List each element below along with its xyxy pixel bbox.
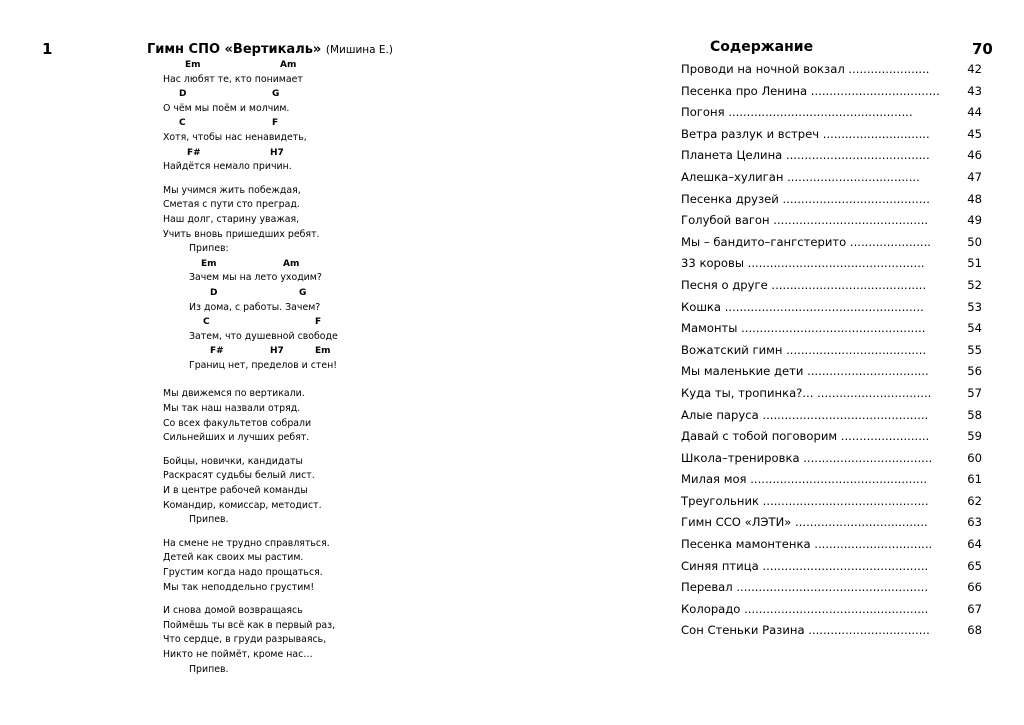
toc-entry[interactable] <box>681 253 986 275</box>
lyric-line: О чём мы поём и молчим. <box>163 102 290 114</box>
toc-entry-page: 52 <box>967 277 982 292</box>
toc-entry[interactable] <box>681 405 986 427</box>
chord: Em <box>201 258 217 269</box>
chord-line <box>163 116 463 131</box>
toc-entry-title: Мы – бандито–гангстерито ...................... <box>681 234 931 249</box>
toc-entry-page: 54 <box>967 321 982 336</box>
chord: Am <box>280 60 297 70</box>
lyric-line: Сметая с пути сто преград. <box>163 199 300 211</box>
toc-entry[interactable] <box>681 232 986 254</box>
toc-entry[interactable] <box>681 210 986 232</box>
chord: G <box>272 89 280 100</box>
chord: H7 <box>270 346 284 357</box>
toc-entry[interactable] <box>681 297 986 319</box>
lyric-line: Мы так наш назвали отряд. <box>163 403 301 415</box>
lyric-line: Из дома, с работы. Зачем? <box>189 301 321 313</box>
toc-entry[interactable] <box>681 167 986 189</box>
toc-entry-page: 42 <box>967 62 982 76</box>
lyric-line: Мы учимся жить побеждая, <box>163 184 301 196</box>
lyric-line: Мы так неподдельно грустим! <box>163 581 315 593</box>
lyric-line: Мы движемся по вертикали. <box>163 388 305 400</box>
refrain-label: Припев. <box>189 514 229 526</box>
chord: C <box>179 118 186 129</box>
lyric-line: Со всех факультетов собрали <box>163 417 312 429</box>
lyric-line: И снова домой возвращаясь <box>163 605 303 617</box>
toc-entry[interactable] <box>681 81 986 103</box>
toc-entry-page: 63 <box>967 515 982 530</box>
toc-entry-title: Проводи на ночной вокзал ...................... <box>681 62 930 76</box>
toc-entry-title: Ветра разлук и встреч ............................. <box>681 126 930 141</box>
song-lyrics <box>163 58 463 677</box>
toc-entry[interactable] <box>681 491 986 513</box>
toc-entry-page: 45 <box>967 126 982 141</box>
toc-entry-title: Алешка–хулиган .................................... <box>681 169 920 184</box>
toc-entry-title: Сон Стеньки Разина ................................. <box>681 623 930 638</box>
toc-entry[interactable] <box>681 102 986 124</box>
toc-entry-title: Треугольник ............................................. <box>681 493 929 508</box>
toc-entry-page: 43 <box>967 83 982 98</box>
toc-entry-title: Планета Целина ....................................... <box>681 148 930 163</box>
toc-entry-title: Гимн ССО «ЛЭТИ» .................................... <box>681 515 928 530</box>
toc-entry-title: Мамонты .................................................. <box>681 321 926 336</box>
toc-entry[interactable] <box>681 275 986 297</box>
toc-entry-page: 60 <box>967 450 982 465</box>
lyric-line: Найдётся немало причин. <box>163 161 292 173</box>
toc-title: Содержание <box>710 39 814 55</box>
chord: C <box>203 317 210 328</box>
toc-entry-page: 56 <box>967 364 982 379</box>
chord: H7 <box>270 147 284 158</box>
toc-entry[interactable] <box>681 512 986 534</box>
toc-entry-page: 67 <box>967 601 982 616</box>
page-number-left: 1 <box>42 40 53 58</box>
toc-entry[interactable] <box>681 340 986 362</box>
chord: F# <box>210 346 224 357</box>
toc-entry-page: 46 <box>967 148 982 163</box>
toc-entry-title: Голубой вагон .......................................... <box>681 213 929 228</box>
chord-line <box>163 315 463 330</box>
toc-entry-title: Колорадо .................................................. <box>681 601 929 616</box>
toc-entry[interactable] <box>681 124 986 146</box>
song-author: (Мишина Е.) <box>325 44 393 56</box>
toc-entry[interactable] <box>681 361 986 383</box>
toc-entry-title: Милая моя ................................................ <box>681 472 928 487</box>
chord: Am <box>283 258 300 269</box>
lyric-line: Хотя, чтобы нас ненавидеть, <box>163 131 307 143</box>
toc-entry-page: 49 <box>967 213 982 228</box>
toc-entry-title: Перевал .................................................... <box>681 580 929 595</box>
chord: F# <box>187 147 201 158</box>
toc-entry[interactable] <box>681 620 986 642</box>
toc-entry-title: Песенка мамонтенка ................................ <box>681 537 933 552</box>
toc-entry-page: 55 <box>967 342 982 357</box>
refrain-label: Припев. <box>189 663 229 675</box>
toc-entry[interactable] <box>681 426 986 448</box>
toc-entry-page: 66 <box>967 580 982 595</box>
toc-entry-title: Песенка про Ленина ................................... <box>681 83 940 98</box>
toc-entry[interactable] <box>681 534 986 556</box>
toc-entry-title: Погоня .................................................. <box>681 105 913 120</box>
chord-line <box>163 58 463 73</box>
lyric-line: Что сердце, в груди разрываясь, <box>163 634 327 646</box>
toc-entry-page: 53 <box>967 299 982 314</box>
toc-entry-title: Кошка ...................................................... <box>681 299 924 314</box>
lyric-line: Учить вновь пришедших ребят. <box>163 228 320 240</box>
lyric-line: Наш долг, старину уважая, <box>163 213 300 225</box>
toc-entry-title: Школа–тренировка ................................... <box>681 450 933 465</box>
toc-entry-page: 62 <box>967 493 982 508</box>
toc-entry-title: Песня о друге .......................................... <box>681 277 927 292</box>
chord: Em <box>185 60 201 70</box>
toc-entry[interactable] <box>681 318 986 340</box>
lyric-line: Затем, что душевной свободе <box>189 330 338 342</box>
toc-entry-title: 33 коровы ................................................ <box>681 256 925 271</box>
chord-line <box>163 146 463 161</box>
toc-entry[interactable] <box>681 145 986 167</box>
lyric-line: На смене не трудно справляться. <box>163 537 330 549</box>
toc-entry-title: Синяя птица ............................................. <box>681 558 929 573</box>
song-title-text: Гимн СПО «Вертикаль» <box>147 42 322 57</box>
toc-entry[interactable] <box>681 469 986 491</box>
toc-entry-page: 68 <box>967 623 982 638</box>
toc-entry[interactable] <box>681 189 986 211</box>
toc-entry-title: Песенка друзей ........................................ <box>681 191 930 206</box>
toc-entry-title: Вожатский гимн ...................................... <box>681 342 927 357</box>
toc-entry-page: 47 <box>967 169 982 184</box>
toc-entry[interactable] <box>681 577 986 599</box>
chord-line <box>163 286 463 301</box>
toc-entry-title: Мы маленькие дети ................................. <box>681 364 929 379</box>
lyric-line: Сильнейших и лучших ребят. <box>163 432 310 444</box>
song-title <box>147 42 393 57</box>
chord: G <box>299 287 307 298</box>
toc-entry[interactable] <box>681 599 986 621</box>
toc-entry[interactable] <box>681 448 986 470</box>
chord: F <box>272 118 279 129</box>
toc-entry-page: 64 <box>967 537 982 552</box>
toc-entry-page: 51 <box>967 256 982 271</box>
lyric-line: Поймёшь ты всё как в первый раз, <box>163 619 336 631</box>
chord-line <box>163 87 463 102</box>
chorus-label: Припев: <box>189 243 229 255</box>
lyric-line: Грустим когда надо прощаться. <box>163 567 323 578</box>
page-number-right: 70 <box>972 40 993 58</box>
lyric-line: Детей как своих мы растим. <box>163 552 304 564</box>
toc-entry-page: 44 <box>967 105 982 120</box>
lyric-line: Зачем мы на лето уходим? <box>189 272 322 284</box>
lyric-line: Командир, комиссар, методист. <box>163 499 322 511</box>
table-of-contents <box>681 59 986 642</box>
toc-entry-page: 48 <box>967 191 982 206</box>
toc-entry-title: Куда ты, тропинка?... ............................... <box>681 385 932 400</box>
lyric-line: Границ нет, пределов и стен! <box>189 359 337 371</box>
toc-entry-page: 58 <box>967 407 982 422</box>
chord: D <box>210 287 218 298</box>
toc-entry-page: 65 <box>967 558 982 573</box>
lyric-line: Бойцы, новички, кандидаты <box>163 455 303 467</box>
toc-entry[interactable] <box>681 556 986 578</box>
toc-entry-page: 57 <box>967 385 982 400</box>
chord: F <box>315 317 322 328</box>
chord-line <box>163 344 463 359</box>
lyric-line: Раскрасят судьбы белый лист. <box>163 470 315 482</box>
lyric-line: Никто не поймёт, кроме нас… <box>163 648 313 660</box>
toc-entry-title: Алые паруса ............................................. <box>681 407 929 422</box>
toc-entry-page: 61 <box>967 472 982 487</box>
chord: D <box>179 89 187 100</box>
toc-entry-title: Давай с тобой поговорим ........................ <box>681 429 930 444</box>
lyric-line: Нас любят те, кто понимает <box>163 73 303 85</box>
chord: Em <box>315 346 331 357</box>
lyric-line: И в центре рабочей команды <box>163 485 308 497</box>
toc-entry-page: 59 <box>967 429 982 444</box>
toc-entry-page: 50 <box>967 234 982 249</box>
toc-entry[interactable] <box>681 383 986 405</box>
toc-entry[interactable] <box>681 59 986 81</box>
chord-line <box>163 257 463 272</box>
